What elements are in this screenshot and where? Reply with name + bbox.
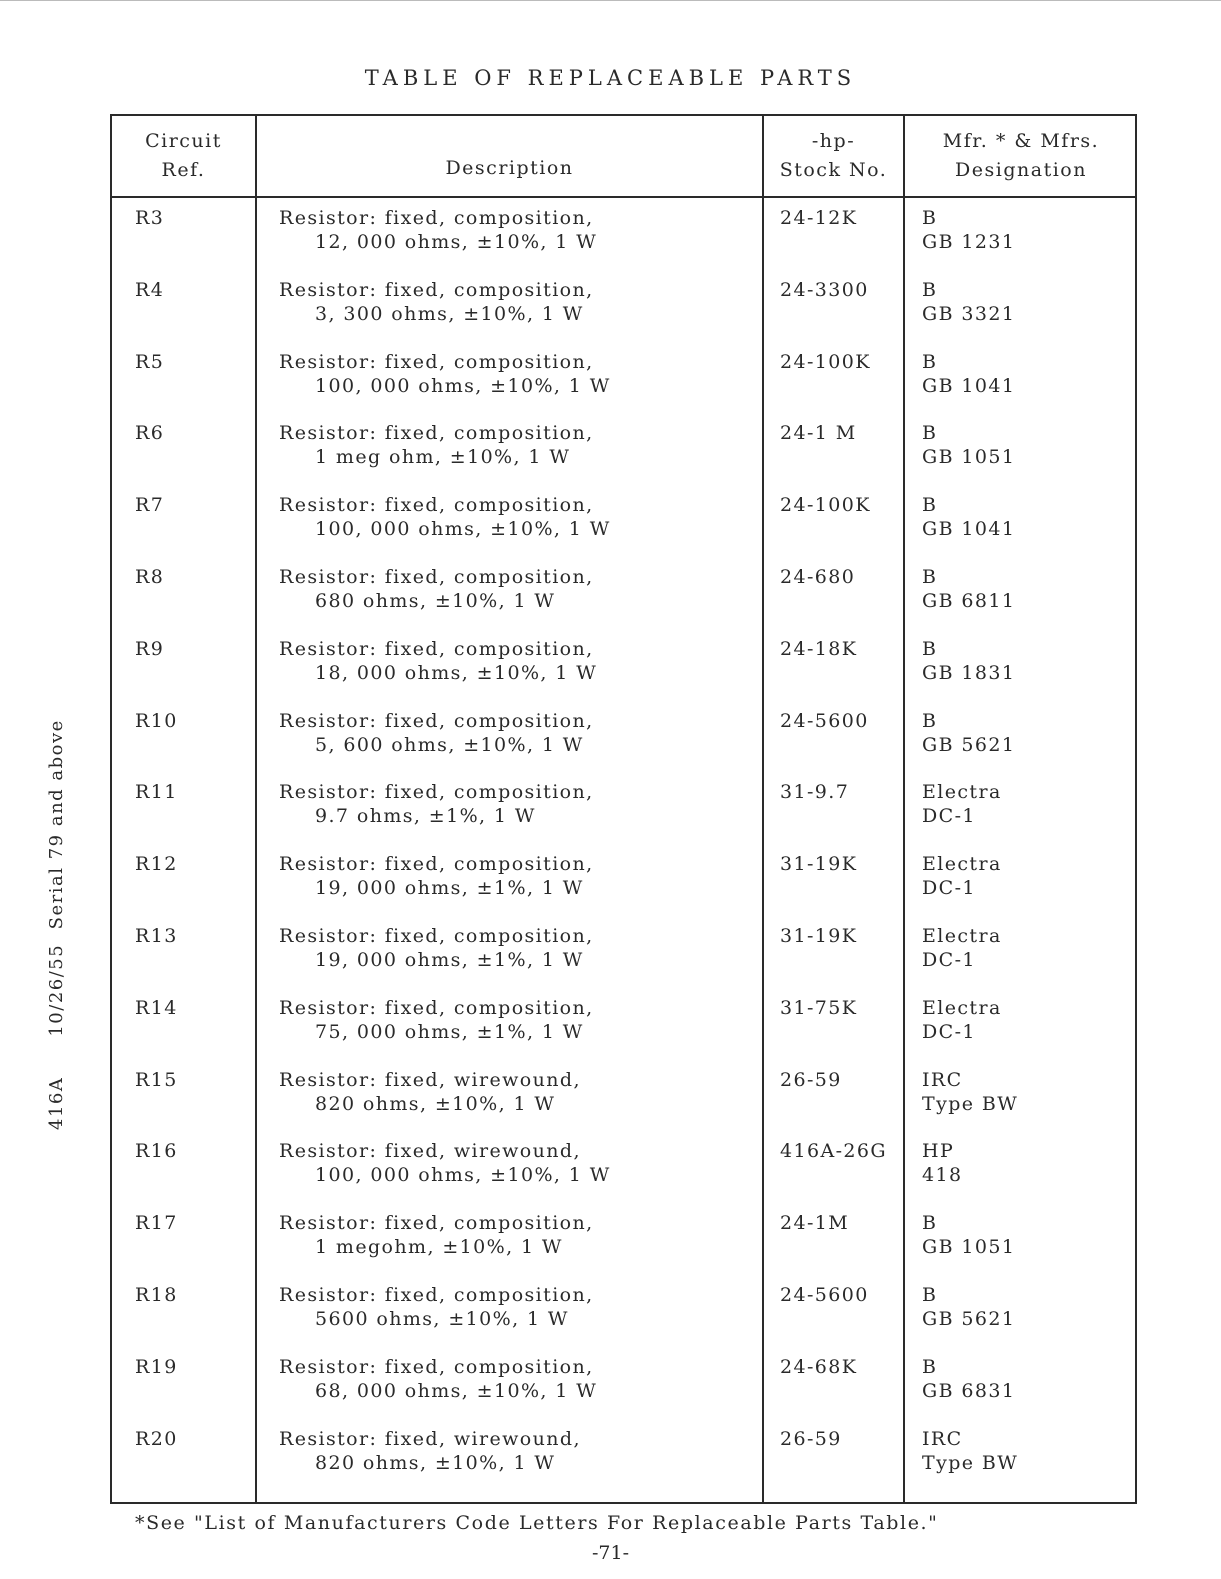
description-line2: 100, 000 ohms, ±10%, 1 W — [315, 374, 611, 397]
side-note-model: 416A — [46, 1076, 67, 1130]
mfr-designation: GB 1051 — [922, 1236, 1016, 1259]
mfr-code: Electra — [922, 781, 1002, 804]
cell-description — [279, 852, 594, 900]
footnote: *See "List of Manufacturers Code Letters For Replaceable Parts Table." — [135, 1512, 939, 1534]
description-line1: Resistor: fixed, composition, — [279, 422, 594, 445]
mfr-code: B — [922, 278, 938, 301]
cell-circuit-ref: R13 — [135, 924, 178, 947]
cell-circuit-ref: R16 — [135, 1140, 178, 1163]
header-mfr-line2: Designation — [955, 159, 1087, 181]
table-row — [112, 421, 1135, 493]
description-line1: Resistor: fixed, composition, — [279, 924, 594, 947]
cell-mfr — [922, 421, 1015, 469]
cell-description — [279, 278, 594, 326]
description-line1: Resistor: fixed, composition, — [279, 1355, 594, 1378]
table-row — [112, 1283, 1135, 1355]
mfr-designation: DC-1 — [922, 805, 976, 828]
description-line1: Resistor: fixed, composition, — [279, 278, 594, 301]
side-note-serial: Serial 79 and above — [46, 719, 67, 930]
side-note-date: 10/26/55 — [46, 943, 67, 1037]
cell-mfr — [922, 1427, 1018, 1475]
mfr-code: B — [922, 637, 938, 660]
mfr-code: HP — [922, 1140, 955, 1163]
table-row — [112, 565, 1135, 637]
cell-mfr — [922, 278, 1015, 326]
mfr-code: B — [922, 709, 938, 732]
mfr-designation: DC-1 — [922, 1020, 976, 1043]
mfr-designation: DC-1 — [922, 948, 976, 971]
mfr-code: B — [922, 1355, 938, 1378]
description-line1: Resistor: fixed, composition, — [279, 637, 594, 660]
cell-circuit-ref: R20 — [135, 1427, 178, 1450]
header-divider — [112, 196, 1135, 198]
page-top-rule — [0, 0, 1221, 1]
cell-description — [279, 780, 594, 828]
cell-stock-no: 31-19K — [780, 853, 858, 876]
table-row — [112, 350, 1135, 422]
page-title: TABLE OF REPLACEABLE PARTS — [364, 66, 857, 90]
description-line1: Resistor: fixed, composition, — [279, 565, 594, 588]
description-line2: 100, 000 ohms, ±10%, 1 W — [315, 518, 611, 541]
cell-stock-no: 26-59 — [780, 1068, 842, 1091]
cell-circuit-ref: R7 — [135, 494, 165, 517]
cell-stock-no: 24-100K — [780, 494, 871, 517]
table-row — [112, 996, 1135, 1068]
description-line1: Resistor: fixed, wirewound, — [279, 1068, 581, 1091]
cell-mfr — [922, 350, 1015, 398]
description-line2: 19, 000 ohms, ±1%, 1 W — [315, 877, 584, 900]
cell-circuit-ref: R4 — [135, 278, 165, 301]
header-circuit-ref — [112, 116, 255, 196]
mfr-code: Electra — [922, 853, 1002, 876]
cell-stock-no: 31-9.7 — [780, 781, 850, 804]
mfr-code: B — [922, 422, 938, 445]
description-line2: 5, 600 ohms, ±10%, 1 W — [315, 733, 584, 756]
cell-description — [279, 1068, 581, 1116]
description-line1: Resistor: fixed, composition, — [279, 1283, 594, 1306]
cell-circuit-ref: R10 — [135, 709, 178, 732]
description-line2: 68, 000 ohms, ±10%, 1 W — [315, 1379, 598, 1402]
description-line2: 820 ohms, ±10%, 1 W — [315, 1451, 556, 1474]
description-line2: 19, 000 ohms, ±1%, 1 W — [315, 948, 584, 971]
cell-mfr — [922, 709, 1015, 757]
mfr-designation: GB 5621 — [922, 733, 1016, 756]
table-row — [112, 1139, 1135, 1211]
description-line2: 1 meg ohm, ±10%, 1 W — [315, 446, 571, 469]
cell-mfr — [922, 924, 1002, 972]
header-stock-no — [764, 116, 903, 196]
side-note — [46, 719, 67, 1130]
cell-stock-no: 416A-26G — [780, 1140, 887, 1163]
cell-circuit-ref: R15 — [135, 1068, 178, 1091]
description-line2: 9.7 ohms, ±1%, 1 W — [315, 805, 536, 828]
cell-stock-no: 31-75K — [780, 996, 858, 1019]
cell-stock-no: 24-100K — [780, 350, 871, 373]
cell-circuit-ref: R12 — [135, 853, 178, 876]
cell-circuit-ref: R5 — [135, 350, 165, 373]
cell-description — [279, 924, 594, 972]
cell-mfr — [922, 1283, 1015, 1331]
header-stock-no-line2: Stock No. — [779, 159, 888, 181]
cell-circuit-ref: R8 — [135, 565, 165, 588]
table-row — [112, 1211, 1135, 1283]
mfr-designation: GB 1831 — [922, 661, 1016, 684]
mfr-code: B — [922, 494, 938, 517]
description-line2: 100, 000 ohms, ±10%, 1 W — [315, 1164, 611, 1187]
cell-mfr — [922, 206, 1015, 254]
cell-mfr — [922, 1355, 1015, 1403]
cell-mfr — [922, 1068, 1018, 1116]
table-row — [112, 780, 1135, 852]
cell-circuit-ref: R9 — [135, 637, 165, 660]
cell-stock-no: 24-18K — [780, 637, 858, 660]
table-row — [112, 206, 1135, 278]
cell-mfr — [922, 1211, 1015, 1259]
cell-circuit-ref: R14 — [135, 996, 178, 1019]
description-line2: 3, 300 ohms, ±10%, 1 W — [315, 302, 584, 325]
cell-description — [279, 493, 611, 541]
cell-circuit-ref: R17 — [135, 1212, 178, 1235]
mfr-designation: GB 5621 — [922, 1307, 1016, 1330]
description-line2: 820 ohms, ±10%, 1 W — [315, 1092, 556, 1115]
mfr-code: B — [922, 1283, 938, 1306]
header-stock-no-line1: -hp- — [811, 130, 856, 152]
header-circuit-ref-line2: Ref. — [161, 159, 206, 181]
description-line1: Resistor: fixed, composition, — [279, 709, 594, 732]
mfr-designation: GB 1051 — [922, 446, 1016, 469]
header-mfr — [905, 116, 1137, 196]
cell-stock-no: 24-12K — [780, 207, 858, 229]
mfr-designation: GB 6811 — [922, 589, 1016, 612]
mfr-designation: 418 — [922, 1164, 963, 1187]
cell-description — [279, 1211, 594, 1259]
cell-mfr — [922, 852, 1002, 900]
description-line2: 1 megohm, ±10%, 1 W — [315, 1236, 563, 1259]
cell-circuit-ref: R18 — [135, 1283, 178, 1306]
cell-stock-no: 24-68K — [780, 1355, 858, 1378]
cell-circuit-ref: R11 — [135, 781, 178, 804]
cell-description — [279, 565, 594, 613]
cell-stock-no: 24-1 M — [780, 422, 857, 445]
mfr-code: Electra — [922, 924, 1002, 947]
table-row — [112, 1427, 1135, 1499]
description-line2: 18, 000 ohms, ±10%, 1 W — [315, 661, 598, 684]
description-line1: Resistor: fixed, composition, — [279, 781, 594, 804]
description-line1: Resistor: fixed, wirewound, — [279, 1140, 581, 1163]
header-circuit-ref-line1: Circuit — [145, 130, 222, 152]
mfr-designation: GB 3321 — [922, 302, 1016, 325]
description-line2: 12, 000 ohms, ±10%, 1 W — [315, 231, 598, 253]
mfr-code: B — [922, 1212, 938, 1235]
cell-circuit-ref: R3 — [135, 207, 165, 229]
table-row — [112, 278, 1135, 350]
cell-stock-no: 24-3300 — [780, 278, 869, 301]
table-row — [112, 924, 1135, 996]
mfr-code: Electra — [922, 996, 1002, 1019]
mfr-code: IRC — [922, 1427, 963, 1450]
cell-mfr — [922, 565, 1015, 613]
cell-mfr — [922, 1139, 962, 1187]
cell-stock-no: 31-19K — [780, 924, 858, 947]
cell-description — [279, 1283, 594, 1331]
cell-stock-no: 24-5600 — [780, 709, 869, 732]
cell-stock-no: 26-59 — [780, 1427, 842, 1450]
mfr-code: B — [922, 207, 938, 229]
table-row — [112, 493, 1135, 565]
cell-mfr — [922, 637, 1015, 685]
mfr-designation: Type BW — [922, 1451, 1019, 1474]
description-line2: 680 ohms, ±10%, 1 W — [315, 589, 556, 612]
header-mfr-line1: Mfr. * & Mfrs. — [942, 130, 1100, 152]
description-line1: Resistor: fixed, wirewound, — [279, 1427, 581, 1450]
header-description-label: Description — [445, 156, 574, 179]
description-line1: Resistor: fixed, composition, — [279, 350, 594, 373]
cell-stock-no: 24-5600 — [780, 1283, 869, 1306]
cell-circuit-ref: R6 — [135, 422, 165, 445]
cell-description — [279, 709, 594, 757]
cell-description — [279, 421, 594, 469]
mfr-code: B — [922, 565, 938, 588]
cell-mfr — [922, 493, 1015, 541]
table-row — [112, 1068, 1135, 1140]
table-row — [112, 852, 1135, 924]
table-row — [112, 637, 1135, 709]
cell-stock-no: 24-1M — [780, 1212, 850, 1235]
description-line1: Resistor: fixed, composition, — [279, 853, 594, 876]
mfr-designation: GB 1041 — [922, 518, 1016, 541]
description-line1: Resistor: fixed, composition, — [279, 207, 594, 229]
cell-circuit-ref: R19 — [135, 1355, 178, 1378]
mfr-designation: GB 1041 — [922, 374, 1016, 397]
cell-mfr — [922, 996, 1002, 1044]
cell-description — [279, 996, 594, 1044]
mfr-designation: DC-1 — [922, 877, 976, 900]
table-row — [112, 709, 1135, 781]
cell-description — [279, 1355, 597, 1403]
cell-description — [279, 206, 597, 254]
mfr-designation: Type BW — [922, 1092, 1019, 1115]
description-line1: Resistor: fixed, composition, — [279, 494, 594, 517]
mfr-code: B — [922, 350, 938, 373]
cell-stock-no: 24-680 — [780, 565, 856, 588]
description-line2: 75, 000 ohms, ±1%, 1 W — [315, 1020, 584, 1043]
cell-description — [279, 350, 611, 398]
header-description — [257, 116, 762, 196]
table-row — [112, 1355, 1135, 1427]
description-line1: Resistor: fixed, composition, — [279, 996, 594, 1019]
description-line2: 5600 ohms, ±10%, 1 W — [315, 1307, 569, 1330]
description-line1: Resistor: fixed, composition, — [279, 1212, 594, 1235]
cell-description — [279, 1427, 581, 1475]
cell-mfr — [922, 780, 1002, 828]
cell-description — [279, 1139, 611, 1187]
table-body — [112, 206, 1135, 1498]
parts-table — [110, 114, 1137, 1504]
mfr-designation: GB 1231 — [922, 231, 1016, 253]
cell-description — [279, 637, 597, 685]
mfr-designation: GB 6831 — [922, 1379, 1016, 1402]
page-number: -71- — [591, 1542, 630, 1564]
mfr-code: IRC — [922, 1068, 963, 1091]
